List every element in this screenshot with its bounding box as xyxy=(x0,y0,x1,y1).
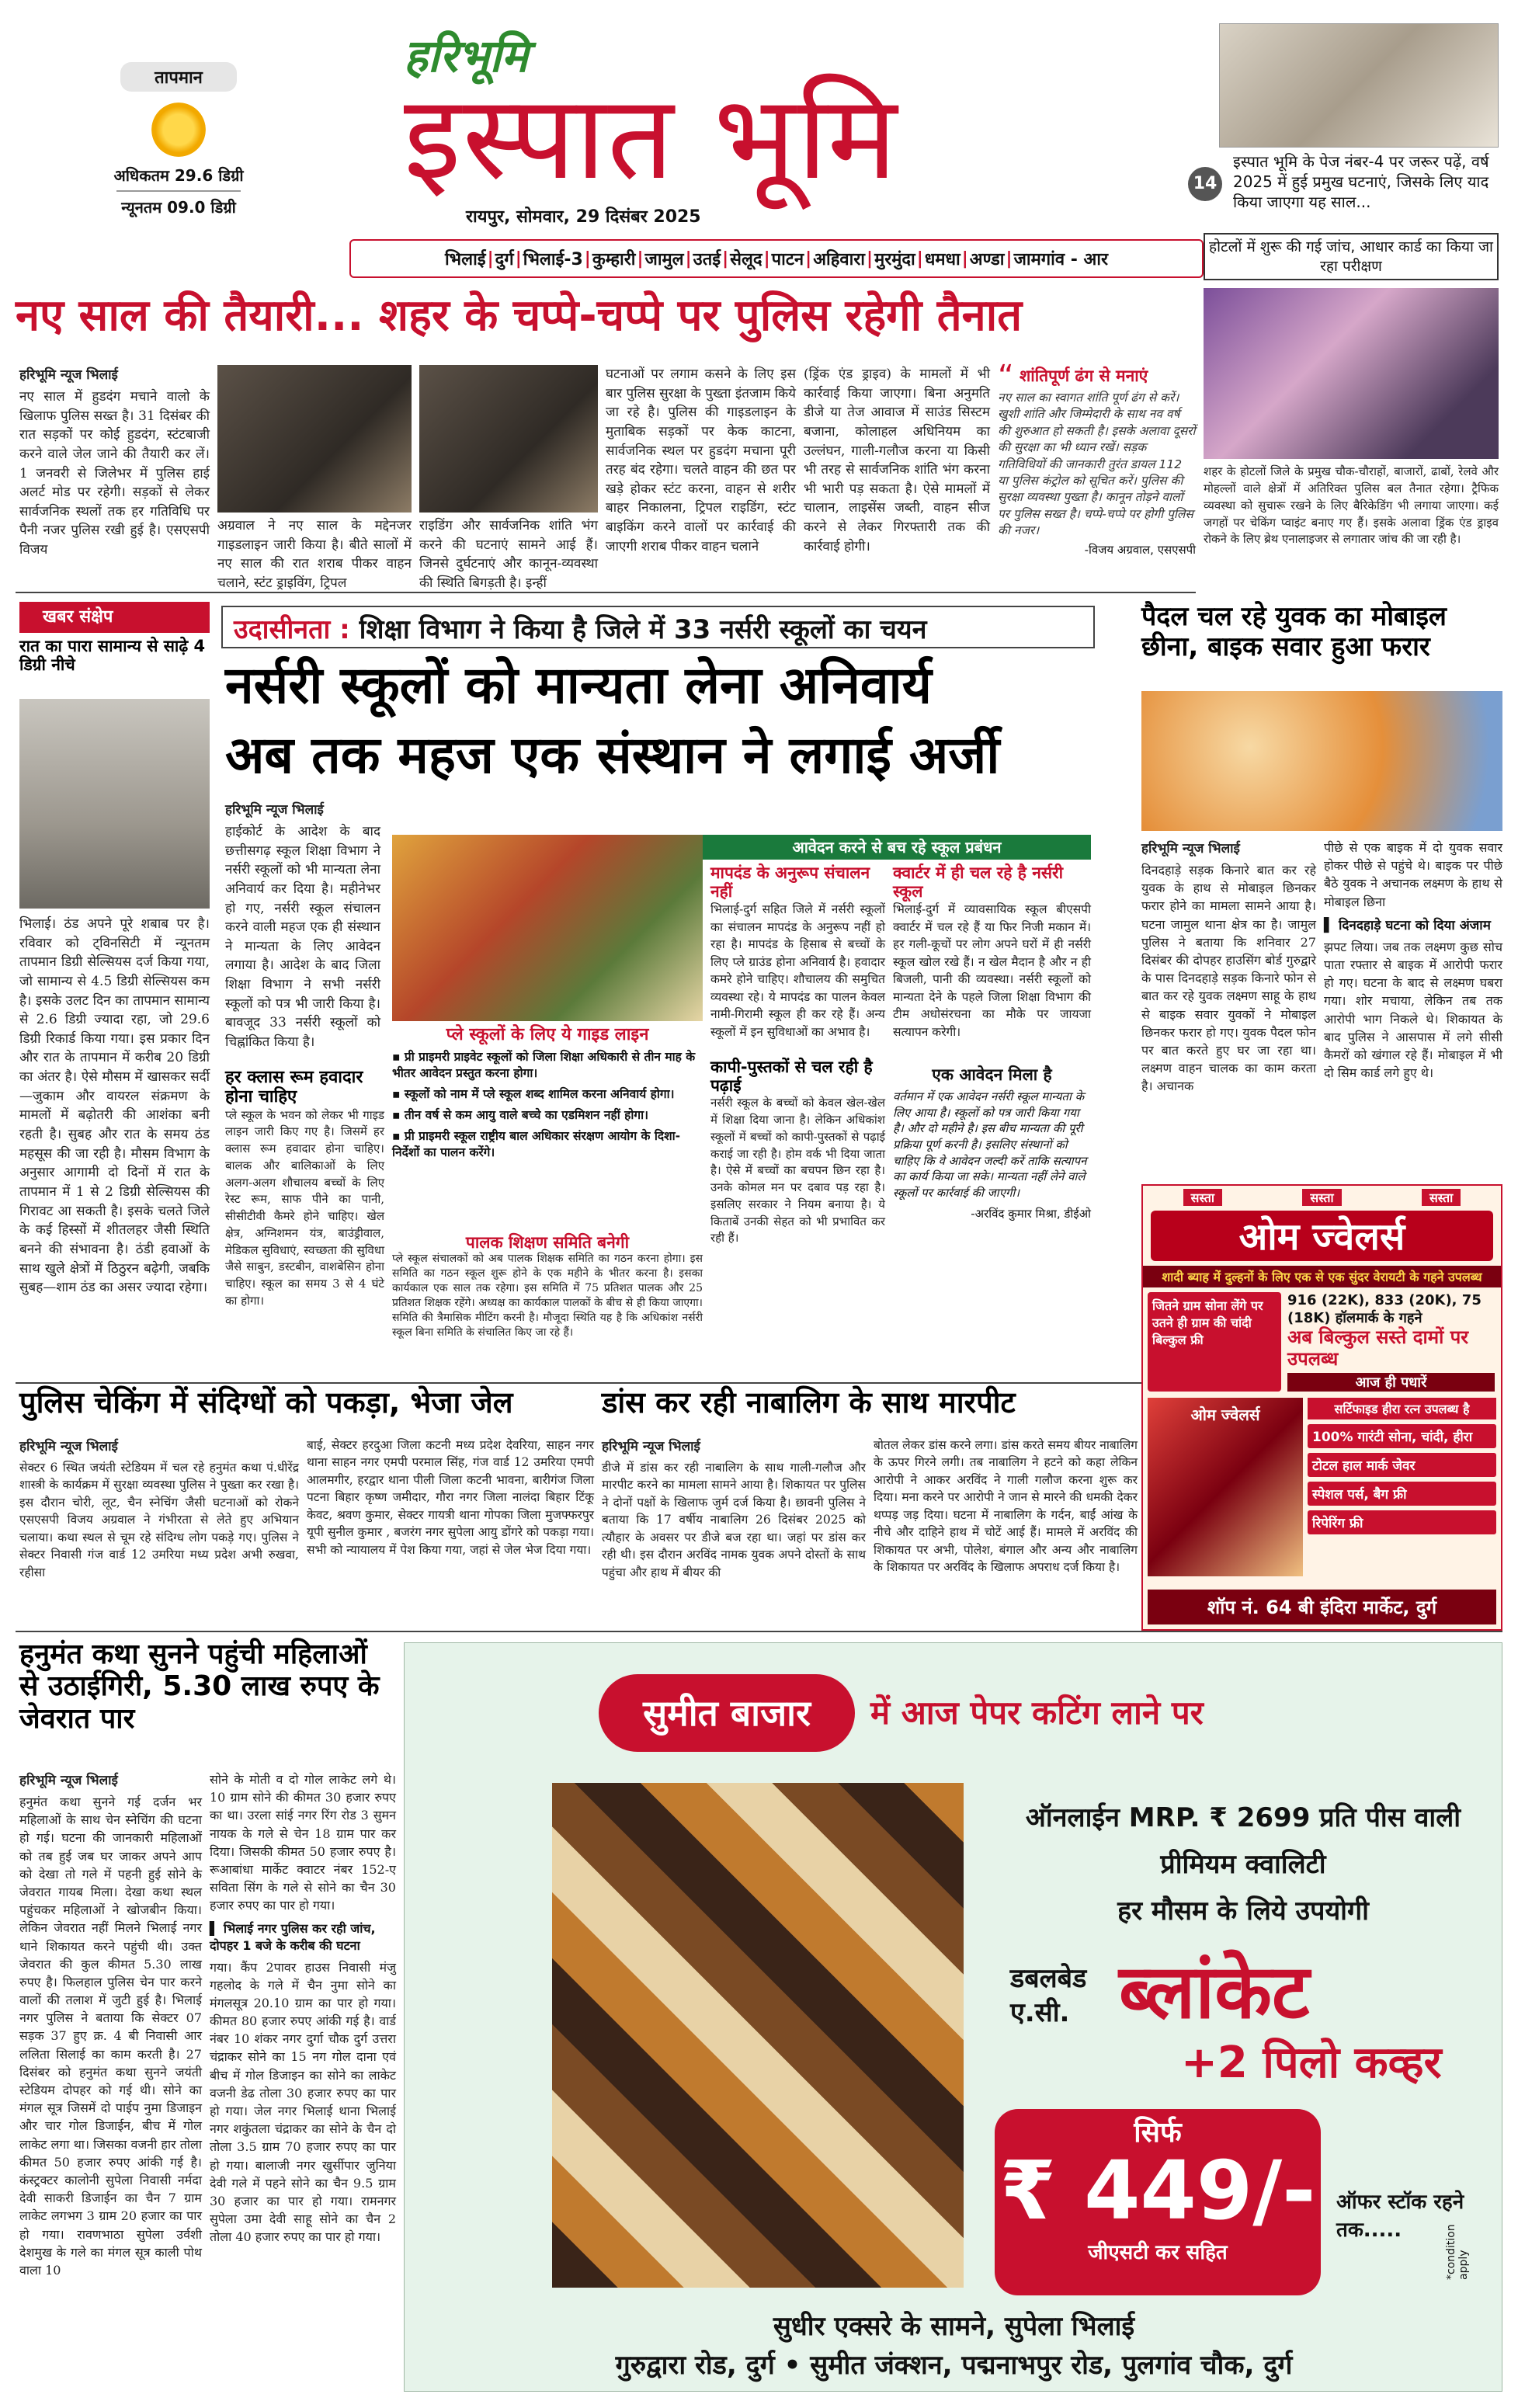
sumit-only: सिर्फ xyxy=(1134,2117,1182,2149)
mobile-text-1: दिनदहाड़े सड़क किनारे बात कर रहे युवक के हाथ से मोबाइल छिनकर फरार होने का मामला सामने आया है। घटना जामुल थाना क्षेत्र का है। जामुल पुलिस ने बताया कि शनिवार 27 दिसंबर की दोपहर हाउसिंग बोर्ड गुरुद्वारे के पास दिनदहाड़े सड़क किनारे फोन से बात कर रहे युवक लक्ष्मण साहू के हाथ से बाइक सवार युवकों ने मोबाइल छिनकर फरार हो गए। युवक पैदल फोन पर बात करते हुए घर जा रहा था। लक्ष्मण वाहन चालक का काम करता है। अचानक xyxy=(1141,863,1316,1094)
dance-text-1: डीजे में डांस कर रही नाबालिग के साथ गाली-गलौज और मारपीट करने का मामला सामने आया है। शिकायत पर पुलिस ने दोनों पक्षों के खिलाफ जुर्म दर्ज किया है। छावनी पुलिस ने बताया कि 17 वर्षीय नाबालिग 26 दिसंबर 2025 को त्यौहार के अवसर पर डीजे बज रहा था। जहां पर डांस कर रही थी। इस दौरान अरविंद नामक युवक अपने दोस्तों के साथ पहुंचा और हाथ में बीयर की xyxy=(602,1461,866,1579)
promo-text: इस्पात भूमि के पेज नंबर-4 पर जरूर पढ़ें, वर्ष 2025 में हुई प्रमुख घटनाएं, जिसके लिए याद किया जाएगा यह साल... xyxy=(1233,152,1489,211)
sumit-bazar-ad xyxy=(404,1642,1502,2392)
nursery-sub2-text: भिलाई-दुर्ग में व्यावसायिक स्कूल बीएसपी क्वार्टर में चल रहे हैं या फिर निजी मकान में। हर गली-कूचों पर लोग अपने घरों में ही नर्सरी स्कूल खोल रखे हैं। न खेल मैदान है और न ही बिजली, पानी की व्यवस्था। नर्सरी स्कूलों को मान्यता देने के पहले जिला शिक्षा विभाग की टीम अधोसंरचना का मौके पर जायजा सत्यापन करेगी। xyxy=(893,902,1091,1039)
sumit-gst: जीएसटी कर सहित xyxy=(1088,2241,1228,2264)
guide-item xyxy=(392,1107,703,1124)
city-separator: | xyxy=(961,248,968,269)
hotel-headline: होटलों में शुरू की गई जांच, आधार कार्ड का किया जा रहा परीक्षण xyxy=(1204,233,1499,280)
om-shop-photo xyxy=(1148,1398,1303,1576)
city-item: सेलूद xyxy=(730,250,762,269)
theft-col2 xyxy=(210,1770,396,2392)
lead-text-1: नए साल में हुडदंग मचाने वालो के खिलाफ पुलिस सख्त है। 31 दिसंबर की रात सड़कों पर कोई हुडदंग, स्टंटबाजी करने वाले जेल जाने की तैयारी कर लें। 1 जनवरी से जिलेभर में पुलिस हाई अलर्ट मोड पर रहेगी। सड़कों से लेकर सार्वजनिक स्थलों तक हर गतिविधि पर पैनी नजर पुलिस रखी हुई है। एसएसपी विजय xyxy=(19,389,210,558)
max-temp: अधिकतम 29.6 डिग्री xyxy=(113,166,244,185)
guide-bullet-icon: ▪ xyxy=(392,1087,405,1102)
sumit-stock: ऑफर स्टॉक रहने तक..... xyxy=(1336,2191,1464,2242)
brand-logo: हरिभूमि xyxy=(404,30,529,82)
theft-byline: हरिभूमि न्यूज भिलाई xyxy=(19,1773,118,1788)
brief-label xyxy=(19,602,210,633)
nursery-kicker-text: शिक्षा विभाग ने किया है जिले में 33 नर्सरी स्कूलों का चयन xyxy=(359,614,927,645)
nursery-sub2-block xyxy=(893,863,1091,1058)
sumit-tagline: में आज पेपर कटिंग लाने पर xyxy=(870,1694,1204,1732)
quote-title: शांतिपूर्ण ढंग से मनाएं xyxy=(1020,367,1148,385)
mobile-subhead xyxy=(1324,916,1502,933)
guide-item xyxy=(392,1128,703,1161)
hotel-story xyxy=(1204,233,1499,567)
nursery-quote-author: -अरविंद कुमार मिश्रा, डीईओ xyxy=(971,1206,1091,1221)
guide-bullet-icon: ▪ xyxy=(392,1050,405,1065)
weather-box xyxy=(101,62,256,241)
masthead-title: इस्पात भूमि xyxy=(404,71,899,206)
nursery-sub2: क्वार्टर में ही चल रहे है नर्सरी स्कूल xyxy=(893,863,1064,902)
lead-col1 xyxy=(19,365,210,582)
om-cert: सर्टिफाइड हीरा रत्न उपलब्ध है xyxy=(1308,1398,1496,1419)
lead-byline: हरिभूमि न्यूज भिलाई xyxy=(19,367,118,383)
police-byline: हरिभूमि न्यूज भिलाई xyxy=(19,1439,118,1454)
mobile-col2 xyxy=(1324,839,1502,1180)
ad-tag-2: सस्ता xyxy=(1302,1189,1341,1206)
nursery-sub4: कापी-पुस्तकों से चल रही है पढ़ाई xyxy=(710,1058,873,1096)
city-separator: | xyxy=(515,248,522,269)
quote-text: नए साल का स्वागत शांति पूर्ण ढंग से करें। खुशी शांति और जिम्मेदारी के साथ नव वर्ष की शुरुआत हो सकती है। इसके अलावा दूसरों की सुरक्षा का भी ध्यान रखें। सड़क गतिविधियों की जानकारी तुरंत डायल 112 या पुलिस कंट्रोल को सूचित करें। पुलिस की सुरक्षा व्यवस्था पुख्ता है। कानून तोड़ने वालों पर पुलिस सख्त है। चप्पे-चप्पे पर होगी पुलिस की नजर। xyxy=(998,391,1196,537)
mobile-headline: पैदल चल रहे युवक का मोबाइल छीना, बाइक सवार हुआ फरार xyxy=(1141,601,1447,663)
sumit-product: ब्लांकेट xyxy=(1119,1948,1310,2035)
nursery-col1 xyxy=(225,800,380,1064)
lead-quote xyxy=(998,359,1196,586)
guide-list xyxy=(392,1049,703,1161)
sumit-price: ₹ 449/- xyxy=(999,2143,1316,2238)
theft-text-2: सोने के मोती व दो गोल लाकेट लगे थे। 10 ग्राम सोने की कीमत 30 हजार रुपए का था। उरला सांई नगर रिंग रोड 3 सुमन नायक के गले से चेन 18 ग्राम पार कर दिया। जिसकी कीमत 50 हजार रुपए है। रूआबांधा मार्केट क्वाटर नंबर 152-ए सविता सिंग के गले से सोने का चैन 30 हजार रुपए का पार हो गया। xyxy=(210,1772,396,1913)
nursery-photo xyxy=(392,835,703,1021)
nursery-headline-2: अब तक महज एक संस्थान ने लगाई अर्जी xyxy=(225,725,1000,785)
guide-item-text: तीन वर्ष से कम आयु वाले बच्चे का एडमिशन नहीं होगा। xyxy=(404,1108,648,1123)
theft-headline: हनुमंत कथा सुनने पहुंची महिलाओं से उठाईगिरी, 5.30 लाख रुपए के जेवरात पार xyxy=(19,1638,380,1735)
nursery-quote-text: वर्तमान में एक आवेदन नर्सरी स्कूल मान्यता के लिए आया है। स्कूलों को पत्र जारी किया गया है। और दो महीने है। इस बीच मान्यता की पूरी प्रक्रिया पूर्ण करनी है। इसलिए संस्थानों को चाहिए कि वे आवेदन जल्दी करें ताकि सत्यापन का कार्य किया जा सके। मान्यता नहीं लेने वाले स्कूलों पर कार्रवाई की जाएगी। xyxy=(893,1089,1087,1201)
nursery-kicker xyxy=(221,606,1095,648)
theft-text-1: हनुमंत कथा सुनने गई दर्जन भर महिलाओं के साथ चेन स्नेचिंग की घटना हो गई। घटना की जानकारी महिलाओं को तब हुई जब घर जाकर अपने आप को देखा तो गले में पहनी हुई सोने के जेवरात गायब मिला। देखा कथा स्थल पहुंचकर महिलाओं ने खोजबीन किया। लेकिन जेवरात नहीं मिलने भिलाई नगर थाने शिकायत करने पहुंची थी। उक्त जेवरात की कुल कीमत 5.30 लाख रुपए है। फिलहाल पुलिस चेन पार करने वालों की तलाश में जुटी हुई है। भिलाई नगर पुलिस ने बताया कि सेक्टर 07 सड़क 37 हुए क्र. 4 बी निवासी आर ललिता सिलाई का काम करती है। 27 दिसंबर को हनुमंत कथा सुनने जयंती स्टेडियम दोपहर को गई थी। सोने का मंगल सूत्र जिसमें दो पाईप नुमा डिजाइन और चार गोल डिजाईन, बीच में गोल लाकेट लगा था। जिसका वजनी हार तोला कीमत 50 हजार रुपए आंकी गई है। कंस्ट्रक्टर कालोनी सुपेला निवासी नर्मदा देवी साकरी डिजाईन का चैन 7 ग्राम लाकेट लगभग 3 ग्राम 20 हजार का पार हो गया। रावणभाठा सुपेला उर्वशी देशमुख के गले का मंगल सूत्र काली पोथ वाला 10 xyxy=(19,1795,202,2278)
guide-item-text: प्री प्राइमरी स्कूल राष्ट्रीय बाल अधिकार संरक्षण आयोग के दिशा-निर्देशों का पालन करेंगे। xyxy=(392,1128,681,1159)
theft-subhead-text: भिलाई नगर पुलिस कर रही जांच, दोपहर 1 बजे के करीब की घटना xyxy=(210,1920,376,1953)
om-jewellers-ad xyxy=(1141,1184,1502,1631)
nursery-sub5: पालक शिक्षण समिति बनेगी xyxy=(465,1233,630,1252)
sumit-addr2: गुरुद्वारा रोड, दुर्ग • सुमीत जंक्शन, पद्मनाभपुर रोड, पुलगांव चौक, दुर्ग xyxy=(615,2350,1293,2381)
dance-text-2: बोतल लेकर डांस करने लगा। डांस करते समय बीयर नाबालिग के ऊपर गिरने लगी। तब नाबालिग ने हटने को कहा लेकिन आरोपी ने आकर अरविंद ने गाली गलौज करना शुरू कर दिया। मना करने पर आरोपी ने जान से मारने की धमकी देकर थप्पड़ जड़ दिया। घटना में नाबालिग के गर्दन, बाईं आंख के नीचे और दाहिने हाथ में चोटें आई हैं। मामले में अरविंद की शिकायत पर अभी, पोलेश, बंगाल और अन्य और नाबालिग के शिकायत पर अरविंद के खिलाफ अपराध दर्ज किया है। xyxy=(874,1438,1138,1575)
sumit-quality: प्रीमियम क्वालिटी xyxy=(1160,1849,1326,1880)
city-item: पाटन xyxy=(771,250,804,269)
city-item: भिलाई-3 xyxy=(523,250,583,269)
dance-byline: हरिभूमि न्यूज भिलाई xyxy=(602,1439,700,1454)
sumit-mrp: ऑनलाईन MRP. ₹ 2699 प्रति पीस वाली xyxy=(1025,1802,1461,1833)
nursery-ribbon-text: आवेदन करने से बच रहे स्कूल प्रबंधन xyxy=(792,838,1002,857)
lead-text-2: अग्रवाल ने नए साल के मद्देनजर गाइडलाइन जारी किया है। बीते सालों में नए साल की रात शराब पीकर वाहन चलाने, स्टंट ड्राइविंग, ट्रिपल xyxy=(217,518,412,591)
mobile-cartoon xyxy=(1141,691,1502,831)
brief-headline: रात का पारा सामान्य से साढ़े 4 डिग्री नीचे xyxy=(19,637,206,675)
ad-tag-1: सस्ता xyxy=(1183,1189,1222,1206)
city-item: दुर्ग xyxy=(495,250,514,269)
city-separator: | xyxy=(763,248,770,269)
city-item: जामुल xyxy=(644,250,684,269)
om-rates: 916 (22K), 833 (20K), 75 (18K) हॉलमार्क के गहने xyxy=(1287,1292,1482,1326)
om-feature: स्पेशल पर्स, बैग फ्री xyxy=(1308,1482,1496,1506)
mobile-text-2: पीछे से एक बाइक में दो युवक सवार होकर पीछे से पहुंचे थे। बाइक पर पीछे बैठे युवक ने अचानक लक्ष्मण के हाथ से मोबाइल छिना xyxy=(1324,840,1502,909)
theft-text-3: गया। कैंप 2पावर हाउस निवासी मंजु गहलोद के गले में चैन नुमा सोने का मंगलसूत्र 20.10 ग्राम का पार हो गया। कीमत 80 हजार रुपए आंकी गई है। वार्ड नंबर 10 शंकर नगर दुर्गा चौक दुर्ग उत्तरा चंद्राकर सोने का 15 नग गोल दाना एवं बीच में गोल डिजाइन का सोने का लाकेट वजनी डेढ तोला 30 हजार रुपए का पार हो गया। जेल नगर भिलाई थाना भिलाई नगर शकुंतला चंद्राकर का सोने के चैन दो तोला 3.5 ग्राम 70 हजार रुपए का पार हो गया। बालाजी नगर खुर्सीपार जुनिया देवी गले में पहने सोने का चैन 9.5 ग्राम 30 हजार का पार हो गया। रामनगर सुपेला उमा देवी साहू सोने का चैन 2 तोला 40 हजार रुपए का पार हो गया। xyxy=(210,1959,396,2245)
sun-icon xyxy=(151,103,206,157)
city-separator: | xyxy=(637,248,644,269)
nursery-quote xyxy=(893,1064,1091,1297)
city-item: कुम्हारी xyxy=(592,250,636,269)
lead-photo-1 xyxy=(217,365,412,513)
om-features xyxy=(1308,1424,1496,1534)
city-item: अहिवारा xyxy=(813,250,866,269)
quote-author: -विजय अग्रवाल, एसएसपी xyxy=(1084,543,1196,558)
quote-mark-icon: “ xyxy=(998,359,1014,394)
mobile-col1 xyxy=(1141,839,1316,1180)
nursery-ribbon xyxy=(703,835,1091,860)
city-item: भिलाई xyxy=(444,250,486,269)
city-item: मुरमुंदा xyxy=(874,250,915,269)
min-temp: न्यूनतम 09.0 डिग्री xyxy=(121,198,236,217)
theft-col1 xyxy=(19,1770,202,2392)
nursery-sub5-text: प्ले स्कूल संचालकों को अब पालक शिक्षक समिति का गठन करना होगा। इस समिति का गठन स्कूल शुरू होने के एक महीने के भीतर करना है। इसका कार्यकाल एक साल तक रहेगा। इस समिति में 75 प्रतिशत पालक और 25 प्रतिशत शिक्षक रहेंगे। अध्यक्ष का कार्यकाल पालकों के बीच से ही किया जाएगा। समिति की त्रैमासिक मीटिंग करनी है। मौजूदा स्थिति यह है कि अधिकांश नर्सरी स्कूल बिना समिति के संचालित किए जा रहे हैं। xyxy=(392,1253,703,1339)
sumit-brand: सुमीत बाजार xyxy=(599,1674,855,1752)
om-feature: टोटल हाल मार्क जेवर xyxy=(1308,1453,1496,1477)
nursery-sub1-block xyxy=(710,863,885,1058)
nursery-quote-title: एक आवेदन मिला है xyxy=(932,1065,1052,1084)
dateline: रायपुर, सोमवार, 29 दिसंबर 2025 xyxy=(466,207,701,227)
police-text-1: सेक्टर 6 स्थित जयंती स्टेडियम में चल रहे हनुमंत कथा पं.धीरेंद्र शास्त्री के कार्यक्रम में सुरक्षा व्यवस्था पुलिस ने पुख्ता कर रखा है। इस दौरान चोरी, लूट, चैन स्नेचिंग जैसी घटनाओं को रोकने एसएसपी विजय अग्रवाल ने गंभीरता से लेते हुए अभियान चलाया। कथा स्थल से चूम रहे संदिग्ध लोग पकड़े गए। पुलिस ने सेक्टर निवासी गंज वार्ड 12 उमरिया मध्य प्रदेश अभी रुखवा, रहीसा xyxy=(19,1461,299,1579)
police-col1 xyxy=(19,1437,299,1604)
sumit-bonus: +2 पिलो कव्हर xyxy=(1181,2038,1442,2088)
lead-text-3: राइडिंग और सार्वजनिक शांति भंग करने की घटनाएं सामने आई हैं। जिनसे दुर्घटनाएं और कानून-व्यवस्था की स्थिति बिगड़ती है। इन्हीं xyxy=(419,518,598,591)
lead-photo-2 xyxy=(419,365,598,513)
om-brand: ओम ज्वेलर्स xyxy=(1151,1211,1493,1261)
nursery-intro: हाईकोर्ट के आदेश के बाद छत्तीसगढ़ स्कूल शिक्षा विभाग ने नर्सरी स्कूलों को भी मान्यता लेना अनिवार्य कर दिया है। महीनेभर हो गए, नर्सरी स्कूल संचालन करने वाली महज एक ही संस्थान ने मान्यता के लिए आवेदन लगाया है। आदेश के बाद जिला शिक्षा विभाग ने सभी नर्सरी स्कूलों को पत्र भी जारी किया है। बावजूद 33 नर्सरी स्कूलों को चिह्नांकित किया है। xyxy=(225,824,380,1051)
nursery-sub1-text: भिलाई-दुर्ग सहित जिले में नर्सरी स्कूलों का संचालन मापदंड के अनुरूप नहीं हो रहा है। मापदंड के हिसाब से बच्चों के लिए प्ले ग्राउंड होना अनिवार्य है। हवादार कमरे होने चाहिए। शौचालय की समुचित व्यवस्था रहे। ये मापदंड का पालन केवल नामी-गिरामी स्कूल ही कर रहे हैं। अन्य स्कूलों में इन सुविधाओं का अभाव है। xyxy=(710,902,885,1039)
om-feature: रिपेरिंग फ्री xyxy=(1308,1510,1496,1534)
nursery-sub5-block xyxy=(392,1233,703,1339)
theft-sub-bullet-icon: ▌ xyxy=(210,1920,220,1936)
nursery-sub4-text: नर्सरी स्कूल के बच्चों को केवल खेल-खेल में शिक्षा दिया जाना है। लेकिन अधिकांश स्कूलों में बच्चों को कापी-पुस्तकों से पढ़ाई कराई जा रही है। होम वर्क भी दिया जाता है। ऐसे में बच्चों का बचपन छिन रहा है। उनके कोमल मन पर दबाव पड़ रहा है। इसलिए सरकार ने नियम बनाया है। ये किताबें उनकी सेहत को भी प्रभावित कर रही हैं। xyxy=(710,1096,885,1246)
nursery-sub3: हर क्लास रूम हवादार होना चाहिए xyxy=(225,1068,363,1107)
lead-headline: नए साल की तैयारी... शहर के चप्पे-चप्पे पर पुलिस रहेगी तैनात xyxy=(16,290,1023,341)
dance-headline: डांस कर रही नाबालिग के साथ मारपीट xyxy=(602,1385,1016,1419)
brief-text: भिलाई। ठंड अपने पूरे शबाब पर है। रविवार को ट्विनसिटी में न्यूनतम तापमान डिग्री सेल्सियस दर्ज किया गया, जो सामान्य से 4.5 डिग्री सेल्सियस कम है। इसके उलट दिन का तापमान सामान्य से 2.6 डिग्री ज्यादा रहा, जो 29.6 डिग्री रिकार्ड किया गया। इस प्रकार दिन और रात के तापमान में करीब 20 डिग्री का अंतर है। ऐसे मौसम में खासकर सर्दी—जुकाम और वायरल संक्रमण के मामलों में बढ़ोतरी की आशंका बनी रहती है। सुबह और रात के समय ठंड महसूस की जा रही है। मौसम विभाग के अनुसार आगामी दो दिनों में रात के तापमान में 1 से 2 डिग्री सेल्सियस की गिरावट आ सकती है। इसके चलते जिले के कई हिस्सों में शीतलहर जैसी स्थिति बनने की संभावना है। ठंडी हवाओं के साथ खुले क्षेत्रों में ठिठुरन बढ़ेगी, जबकि सुबह—शाम ठंड का असर ज्यादा रहेगा। xyxy=(19,916,210,1296)
nursery-guide xyxy=(392,1025,703,1231)
lead-text-4: घटनाओं पर लगाम कसने के लिए इस बार पुलिस सुरक्षा के पुख्ता इंतजाम किये जा रहे है। पुलिस की गाइडलाइन के मुताबिक सड़कों पर केक काटना, सार्वजनिक स्थल पर हुडदंग मचाना पूरी तरह बंद रहेगा। चलते वाहन की छत पर खड़े होकर स्टंट करना, वाहन से शरीर बाहर निकालना, ट्रिपल राइडिंग, स्टंट बाइकिंग करने वालों पर कार्रवाई की जाएगी शराब पीकर वाहन चलाने xyxy=(606,367,796,554)
city-separator: | xyxy=(487,248,494,269)
nursery-sub1: मापदंड के अनुरूप संचालन नहीं xyxy=(710,863,870,902)
nursery-kicker-label: उदासीनता : xyxy=(234,614,350,645)
divider xyxy=(16,592,1196,593)
nursery-sub3-block xyxy=(225,1068,384,1308)
city-separator: | xyxy=(916,248,923,269)
guide-bullet-icon: ▪ xyxy=(392,1128,405,1143)
guide-item xyxy=(392,1086,703,1103)
om-address: शॉप नं. 64 बी इंदिरा मार्केट, दुर्ग xyxy=(1148,1590,1496,1624)
price-badge xyxy=(995,2109,1321,2295)
ad-tag-3: सस्ता xyxy=(1422,1189,1461,1206)
promo-box xyxy=(1188,151,1506,221)
promo-thumbnail xyxy=(1219,23,1499,148)
hotel-photo xyxy=(1204,288,1499,459)
masthead xyxy=(404,23,1180,248)
theft-subhead xyxy=(210,1920,396,1954)
guide-title: प्ले स्कूलों के लिए ये गाइड लाइन xyxy=(446,1025,649,1044)
om-feature: 100% गारंटी सोना, चांदी, हीरा xyxy=(1308,1424,1496,1448)
city-separator: | xyxy=(867,248,874,269)
city-separator: | xyxy=(805,248,812,269)
city-item: धमधा xyxy=(924,250,960,269)
sumit-season: हर मौसम के लिये उपयोगी xyxy=(1117,1895,1369,1927)
guide-bullet-icon: ▪ xyxy=(392,1108,405,1123)
city-item: अण्डा xyxy=(969,250,1005,269)
om-line2: जितने ग्राम सोना लेंगे पर उतने ही ग्राम की चांदी बिल्कुल फ्री xyxy=(1148,1292,1281,1392)
guide-item-text: स्कूलों को नाम में प्ले स्कूल शब्द शामिल करना अनिवार्य होगा। xyxy=(404,1087,675,1102)
police-headline: पुलिस चेकिंग में संदिग्धों को पकड़ा, भेजा जेल xyxy=(19,1385,513,1419)
dance-col1 xyxy=(602,1437,866,1604)
sumit-cond: *condition apply xyxy=(1445,2224,1470,2280)
guide-item-text: प्री प्राइमरी प्राइवेट स्कूलों को जिला शिक्षा अधिकारी से तीन माह के भीतर आवेदन प्रस्तुत करना होगा। xyxy=(392,1050,696,1081)
divider xyxy=(16,1631,1502,1632)
blanket-photo xyxy=(552,1783,964,2288)
mobile-text-3: झपट लिया। जब तक लक्ष्मण कुछ सोच पाता रफ्तार से बाइक में आरोपी फरार हो गए। घटना के बाद से लक्ष्मण घबरा गया। शोर मचाया, लेकिन तब तक आरोपी भाग निकले थे। शिकायत के बाद पुलिस ने आसपास में लगे सीसी कैमरों को खंगाल रहे हैं। मोबाइल में भी दो सिम कार्ड लगे हुए थे। xyxy=(1324,939,1502,1081)
om-offer: अब बिल्कुल सस्ते दामों पर उपलब्ध xyxy=(1287,1326,1469,1370)
city-bar xyxy=(349,239,1204,278)
city-separator: | xyxy=(722,248,729,269)
guide-item xyxy=(392,1049,703,1082)
city-item: उतई xyxy=(693,250,721,269)
city-separator: | xyxy=(1006,248,1013,269)
nursery-sub4-block xyxy=(710,1058,885,1298)
promo-page-badge: 14 xyxy=(1188,167,1222,201)
sumit-addr1: सुधीर एक्सरे के सामने, सुपेला भिलाई xyxy=(773,2311,1135,2342)
mobile-sub-bullet-icon: ▌ xyxy=(1324,917,1335,933)
brief-photo xyxy=(19,699,210,909)
nursery-headline-1: नर्सरी स्कूलों को मान्यता लेना अनिवार्य xyxy=(225,655,932,715)
mobile-subhead-text: दिनदहाड़े घटना को दिया अंजाम xyxy=(1339,917,1491,933)
nursery-byline: हरिभूमि न्यूज भिलाई xyxy=(225,802,324,818)
nursery-sub3-text: प्ले स्कूल के भवन को लेकर भी गाइड लाइन जारी किए गए है। जिसमें हर क्लास रूम हवादार होना चाहिए। बालक और बालिकाओं के लिए अलग-अलग शौचालय बच्चों के लिए रेस्ट रूम, साफ पीने का पानी, सीसीटीवी कैमरे होने चाहिए। खेल क्षेत्र, अग्निशमन यंत्र, बाउंड्रीवाल, मेडिकल सुविधाएं, स्वच्छता की सुविधा जैसे साबुन, डस्टबीन, वाशबेसिन होना चाहिए। स्कूल का समय 3 से 4 घंटे का होगा। xyxy=(225,1107,384,1308)
om-cta: आज ही पधारें xyxy=(1287,1373,1495,1392)
brief-label-text: खबर संक्षेप xyxy=(43,607,113,627)
hotel-caption: शहर के होटलों जिले के प्रमुख चौक-चौराहों, बाजारों, ढाबों, रेलवे और मोहल्लों वाले क्षेत्रों में अतिरिक्त पुलिस बल तैनात रहेगा। ट्रैफिक व्यवस्था को सुचारू रखने के लिए बैरिकेडिंग भी लगाया जाएगा। कई जगहों पर चेकिंग प्वाइंट बनाए गए हैं। इसके अलावा ड्रिंक एंड ड्राइव रोकने के लिए ब्रेथ एनालाइजर से लगातार जांच की जा रही है। xyxy=(1204,464,1499,547)
sumit-type: डबलबेड ए.सी. xyxy=(1010,1963,1087,2029)
weather-label: तापमान xyxy=(120,62,237,92)
city-separator: | xyxy=(685,248,692,269)
om-shop-label: ओम ज्वेलर्स xyxy=(1190,1406,1260,1425)
om-line1: शादी ब्याह में दुल्हनों के लिए एक से एक सुंदर वेरायटी के गहने उपलब्ध xyxy=(1143,1266,1501,1287)
city-item: जामगांव - आर xyxy=(1013,250,1108,269)
mobile-byline: हरिभूमि न्यूज भिलाई xyxy=(1141,841,1240,857)
lead-text-5: (ड्रिंक एंड ड्राइव) के मामलों में भी कार्रवाई किया जाएगा। बिना अनुमति डीजे या तेज आवाज में साउंड सिस्टम बजाना, कोलाहल अधिनियम का उल्लंघन, गाली-गलौज करना या किसी भी तरह से सार्वजनिक शांति भंग करना भी भारी पड़ सकता है। ऐसे मामलों में चालान, लाइसेंस जब्ती, वाहन सीज करने से लेकर गिरफ्तारी तक की कार्रवाई होगी। xyxy=(804,367,990,554)
divider xyxy=(16,1382,1145,1384)
police-text-2: बाई, सेक्टर हरदुआ जिला कटनी मध्य प्रदेश देवरिया, साहन नगर थाना साहन नगर एमपी परमाल सिंह, गंज वार्ड 12 उमरिया एमपी आलमगीर, हरद्वार थाना पीली जिला कटनी भावना, बारीगंज जिला पटना बिहार कृष्ण जमीदार, गौरा नगर जिला नालंदा बिहार टिंकू केवट, श्रवण कुमार, सेक्टर गायत्री थाना गोपका जिला मुजफ्फरपुर यूपी सुनील कुमार , बजरंग नगर सुपेला आयु डोंगरे को पकड़ा गया। सभी को न्यायालय में पेश किया गया, जहां से जेल भेज दिया गया। xyxy=(307,1438,594,1557)
city-separator: | xyxy=(584,248,591,269)
